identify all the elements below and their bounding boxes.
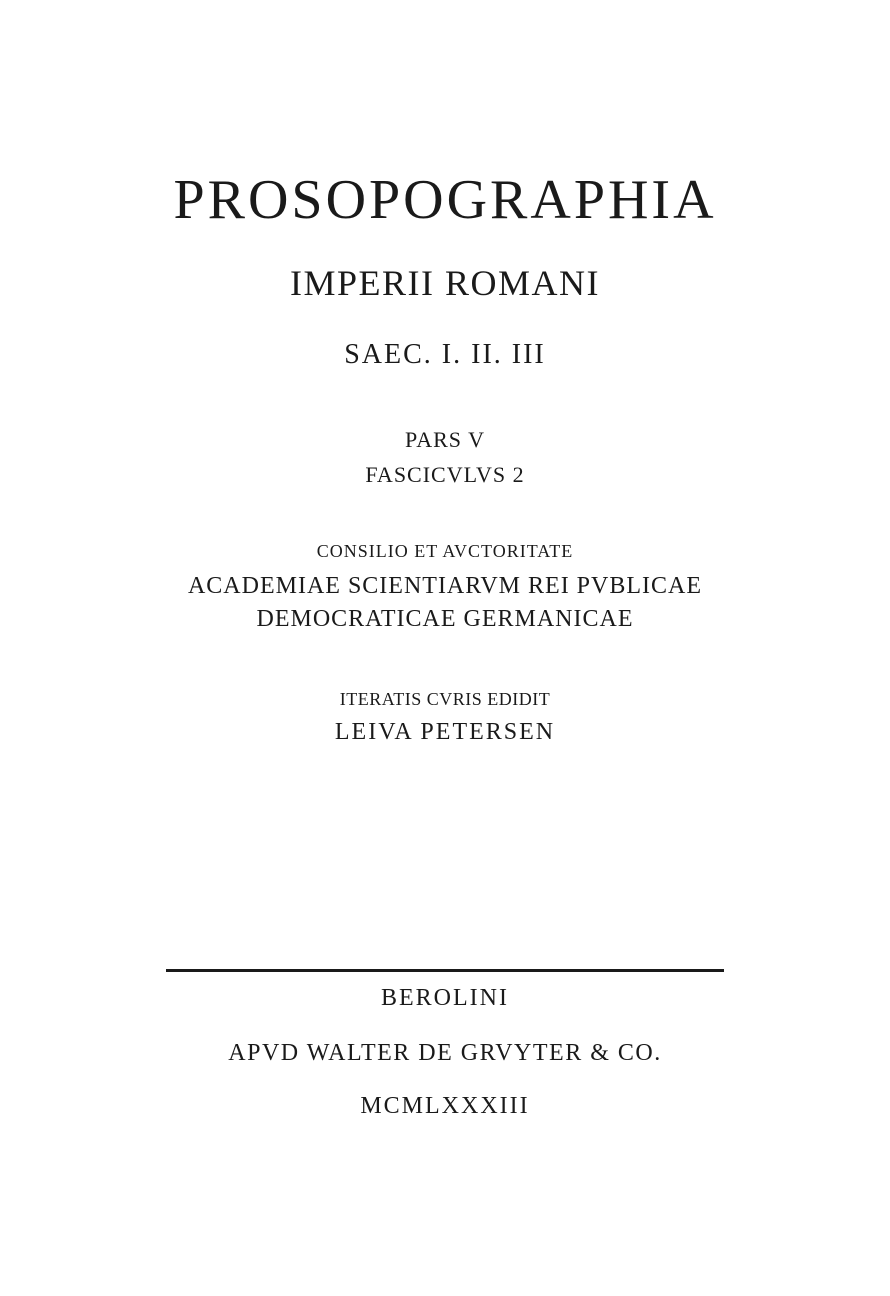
book-subtitle: IMPERII ROMANI <box>289 263 600 303</box>
academy-line-1: ACADEMIAE SCIENTIARVM REI PVBLICAE <box>187 573 703 599</box>
auspices-line: CONSILIO ET AVCTORITATE <box>316 541 574 561</box>
centuries-label: SAEC. I. II. III <box>344 339 546 370</box>
imprint-city: BEROLINI <box>381 985 509 1011</box>
editor-name: LEIVA PETERSEN <box>334 719 556 745</box>
academy-line-2: DEMOCRATICAE GERMANICAE <box>256 606 634 632</box>
imprint-publisher: APVD WALTER DE GRVYTER & CO. <box>228 1040 662 1066</box>
part-label: PARS V <box>404 427 485 452</box>
horizontal-rule <box>166 969 724 972</box>
imprint-year: MCMLXXXIII <box>360 1093 530 1119</box>
book-title: PROSOPOGRAPHIA <box>173 169 717 231</box>
edition-note: ITERATIS CVRIS EDIDIT <box>339 689 551 709</box>
fascicle-label: FASCICVLVS 2 <box>365 462 525 487</box>
